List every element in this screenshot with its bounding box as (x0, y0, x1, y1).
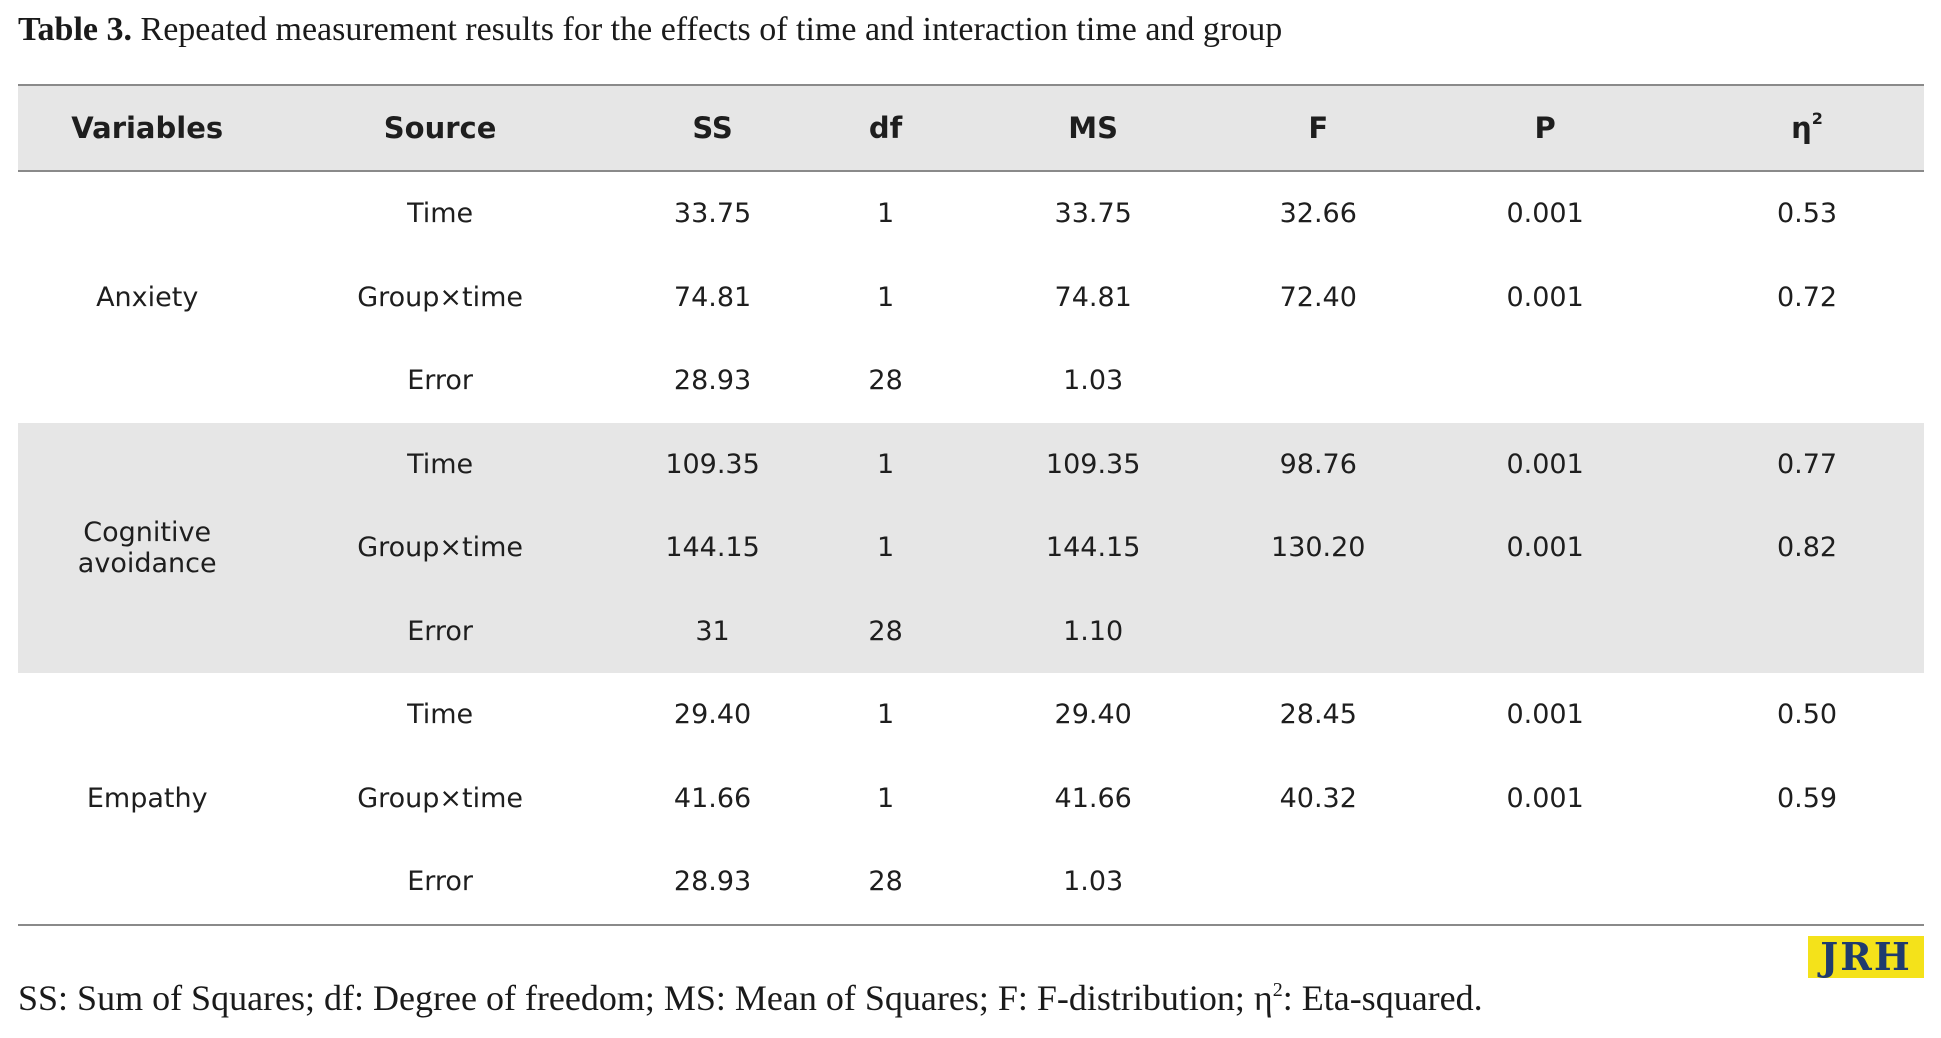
ms-cell: 109.35 (950, 423, 1236, 507)
p-cell: 0.001 (1400, 423, 1690, 507)
source-cell: Group×time (357, 782, 524, 814)
ms-cell: 1.03 (950, 840, 1236, 925)
df-cell: 1 (877, 699, 895, 731)
ss-cell: 144.15 (604, 506, 821, 590)
source-cell: Time (407, 198, 474, 230)
eta-cell (1690, 840, 1924, 925)
f-cell: 98.76 (1236, 423, 1400, 507)
ms-cell: 1.10 (950, 590, 1236, 674)
eta-cell: 0.53 (1776, 198, 1838, 230)
f-cell (1236, 339, 1400, 423)
eta-cell (1690, 339, 1924, 423)
table-footnote (18, 976, 1483, 1020)
ms-cell: 144.15 (950, 506, 1236, 590)
table-header-row (18, 85, 1924, 171)
table-row (18, 506, 1924, 590)
p-cell: 0.001 (1506, 699, 1584, 731)
table-caption (18, 8, 1282, 52)
p-cell: 0.001 (1400, 506, 1690, 590)
ms-cell: 1.03 (1063, 365, 1124, 397)
source-cell: Error (276, 590, 603, 674)
df-cell: 1 (877, 782, 895, 814)
p-cell (1400, 339, 1690, 423)
variable-cell-anxiety: Anxiety (96, 281, 199, 313)
f-cell: 130.20 (1236, 506, 1400, 590)
ss-cell: 29.40 (673, 699, 752, 731)
results-table (18, 84, 1924, 926)
results-table-container (18, 84, 1924, 926)
p-cell (1400, 590, 1690, 674)
f-cell: 28.45 (1279, 699, 1357, 731)
f-cell (1236, 590, 1400, 674)
header-eta-squared (1690, 85, 1924, 171)
eta-cell: 0.82 (1690, 506, 1924, 590)
df-cell: 28 (868, 365, 903, 397)
source-cell: Time (276, 423, 603, 507)
f-cell (1236, 840, 1400, 925)
header-df: df (821, 85, 950, 171)
p-cell: 0.001 (1506, 782, 1584, 814)
ms-cell: 29.40 (1054, 699, 1132, 731)
eta-cell: 0.59 (1776, 782, 1838, 814)
ss-cell: 41.66 (673, 782, 752, 814)
table-row (18, 171, 1924, 256)
ss-cell: 74.81 (673, 281, 752, 313)
df-cell: 28 (821, 840, 950, 925)
p-cell: 0.001 (1506, 198, 1584, 230)
source-cell: Error (407, 365, 474, 397)
eta-cell: 0.50 (1776, 699, 1838, 731)
header-eta-superscript: 2 (1811, 109, 1823, 128)
table-row (18, 339, 1924, 423)
header-f: F (1236, 85, 1400, 171)
ms-cell: 41.66 (1054, 782, 1132, 814)
header-eta-symbol: η (1791, 111, 1812, 145)
f-cell: 32.66 (1279, 198, 1357, 230)
p-cell: 0.001 (1506, 281, 1584, 313)
ss-cell: 31 (604, 590, 821, 674)
header-ss: SS (604, 85, 821, 171)
footnote-superscript: 2 (1272, 979, 1283, 1001)
header-variables: Variables (18, 85, 276, 171)
header-ms: MS (950, 85, 1236, 171)
ms-cell: 74.81 (1054, 281, 1132, 313)
header-source: Source (276, 85, 603, 171)
f-cell: 40.32 (1279, 782, 1357, 814)
df-cell: 1 (877, 198, 895, 230)
footnote-text-before: SS: Sum of Squares; df: Degree of freedom; MS: Mean of Squares; F: F-distribution; η (18, 978, 1273, 1018)
eta-cell (1690, 590, 1924, 674)
source-cell: Time (407, 699, 474, 731)
ss-cell: 109.35 (604, 423, 821, 507)
table-row (18, 256, 1924, 340)
ss-cell: 28.93 (604, 840, 821, 925)
df-cell: 1 (821, 506, 950, 590)
p-cell (1400, 840, 1690, 925)
table-row (18, 590, 1924, 674)
footnote-text-after: : Eta-squared. (1282, 978, 1483, 1018)
eta-cell: 0.72 (1776, 281, 1838, 313)
df-cell: 1 (877, 281, 895, 313)
table-caption-label: Table 3. (18, 11, 133, 48)
ms-cell: 33.75 (1054, 198, 1132, 230)
source-cell: Error (276, 840, 603, 925)
table-row (18, 840, 1924, 925)
table-row (18, 423, 1924, 507)
ss-cell: 33.75 (673, 198, 752, 230)
ss-cell: 28.93 (673, 365, 752, 397)
variable-cell-cognitive-avoidance: Cognitive avoidance (18, 423, 276, 674)
source-cell: Group×time (276, 506, 603, 590)
table-row (18, 673, 1924, 757)
df-cell: 1 (821, 423, 950, 507)
header-p: P (1400, 85, 1690, 171)
eta-cell: 0.77 (1690, 423, 1924, 507)
table-caption-text: Repeated measurement results for the effects of time and interaction time and group (140, 11, 1283, 48)
variable-cell-empathy: Empathy (18, 673, 276, 925)
jrh-logo-text: JRH (1820, 934, 1912, 979)
table-row (18, 757, 1924, 841)
jrh-logo (1808, 936, 1924, 978)
df-cell: 28 (821, 590, 950, 674)
f-cell: 72.40 (1279, 281, 1357, 313)
source-cell: Group×time (357, 281, 524, 313)
